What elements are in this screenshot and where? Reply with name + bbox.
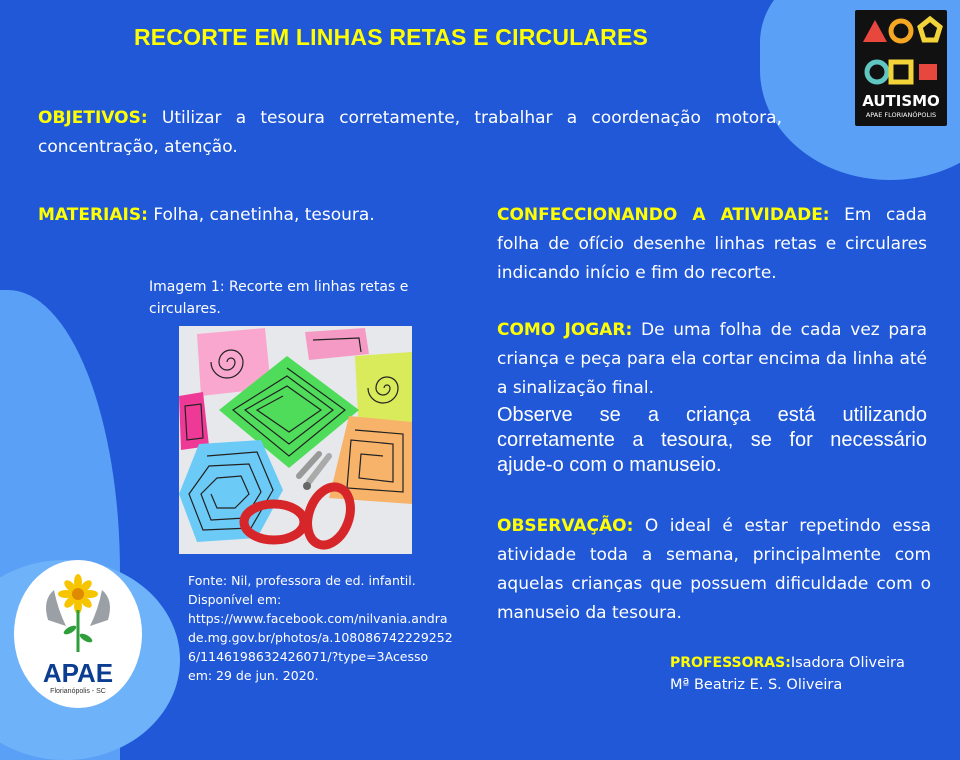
materiais-label: MATERIAIS: [38, 205, 148, 225]
apae-logo-name: APAE [42, 658, 114, 688]
fonte-url: https://www.facebook.com/nilvania.andrade.mg.gov.br/photos/a.1080867422292526/1146198632426071/?type=3Acesso [188, 611, 453, 664]
objetivos-text: Utilizar a tesoura corretamente, trabalhar a coordenação motora, concentração, atenção. [38, 108, 782, 157]
image-caption: Imagem 1: Recorte em linhas retas e circulares. [149, 279, 409, 317]
observacao-section [497, 512, 931, 628]
confeccionando-label: CONFECCIONANDO A ATIVIDADE: [497, 205, 830, 225]
fonte-line1: Fonte: Nil, professora de ed. infantil. [188, 573, 416, 588]
sunflower-hands-icon [14, 560, 142, 660]
professora-1: Isadora Oliveira [790, 655, 905, 671]
autismo-logo-sub: APAE FLORIANÓPOLIS [865, 111, 937, 119]
autismo-logo [855, 10, 947, 126]
objetivos-label: OBJETIVOS: [38, 108, 148, 128]
confeccionando-section [497, 201, 927, 288]
professoras-section [670, 652, 905, 696]
fonte-line2: Disponível em: [188, 592, 282, 607]
materiais-section [38, 201, 458, 230]
image-source [188, 571, 454, 685]
activity-photo [179, 326, 412, 554]
apae-logo [14, 560, 142, 708]
como-jogar-section [497, 316, 927, 403]
page-title: RECORTE EM LINHAS RETAS E CIRCULARES [134, 24, 649, 50]
apae-logo-sub: Florianópolis - SC [50, 688, 106, 695]
autismo-logo-name: AUTISMO [862, 92, 940, 110]
confeccionando-text: Em cada folha de ofício desenhe linhas retas e circulares indicando início e fim do recorte. [497, 205, 927, 283]
observacao-label: OBSERVAÇÃO: [497, 516, 634, 536]
como-jogar-text: De uma folha de cada vez para criança e peça para ela cortar encima da linha até a sinalização final. [497, 320, 928, 398]
fonte-date: em: 29 de jun. 2020. [188, 668, 319, 683]
materiais-text: Folha, canetinha, tesoura. [153, 205, 375, 225]
professoras-label: PROFESSORAS: [670, 655, 791, 671]
observacao-text: O ideal é estar repetindo essa atividade toda a semana, principalmente com aquelas crianças que possuem dificuldade com o manuseio da tesoura. [497, 516, 931, 623]
como-jogar-label: COMO JOGAR: [497, 320, 633, 340]
objetivos-section [38, 104, 782, 162]
autismo-shapes-icon [855, 10, 947, 90]
professora-2: Mª Beatriz E. S. Oliveira [670, 677, 843, 693]
observe-text: Observe se a criança está utilizando corretamente a tesoura, se for necessário ajude-o com o manuseio. [497, 404, 927, 476]
